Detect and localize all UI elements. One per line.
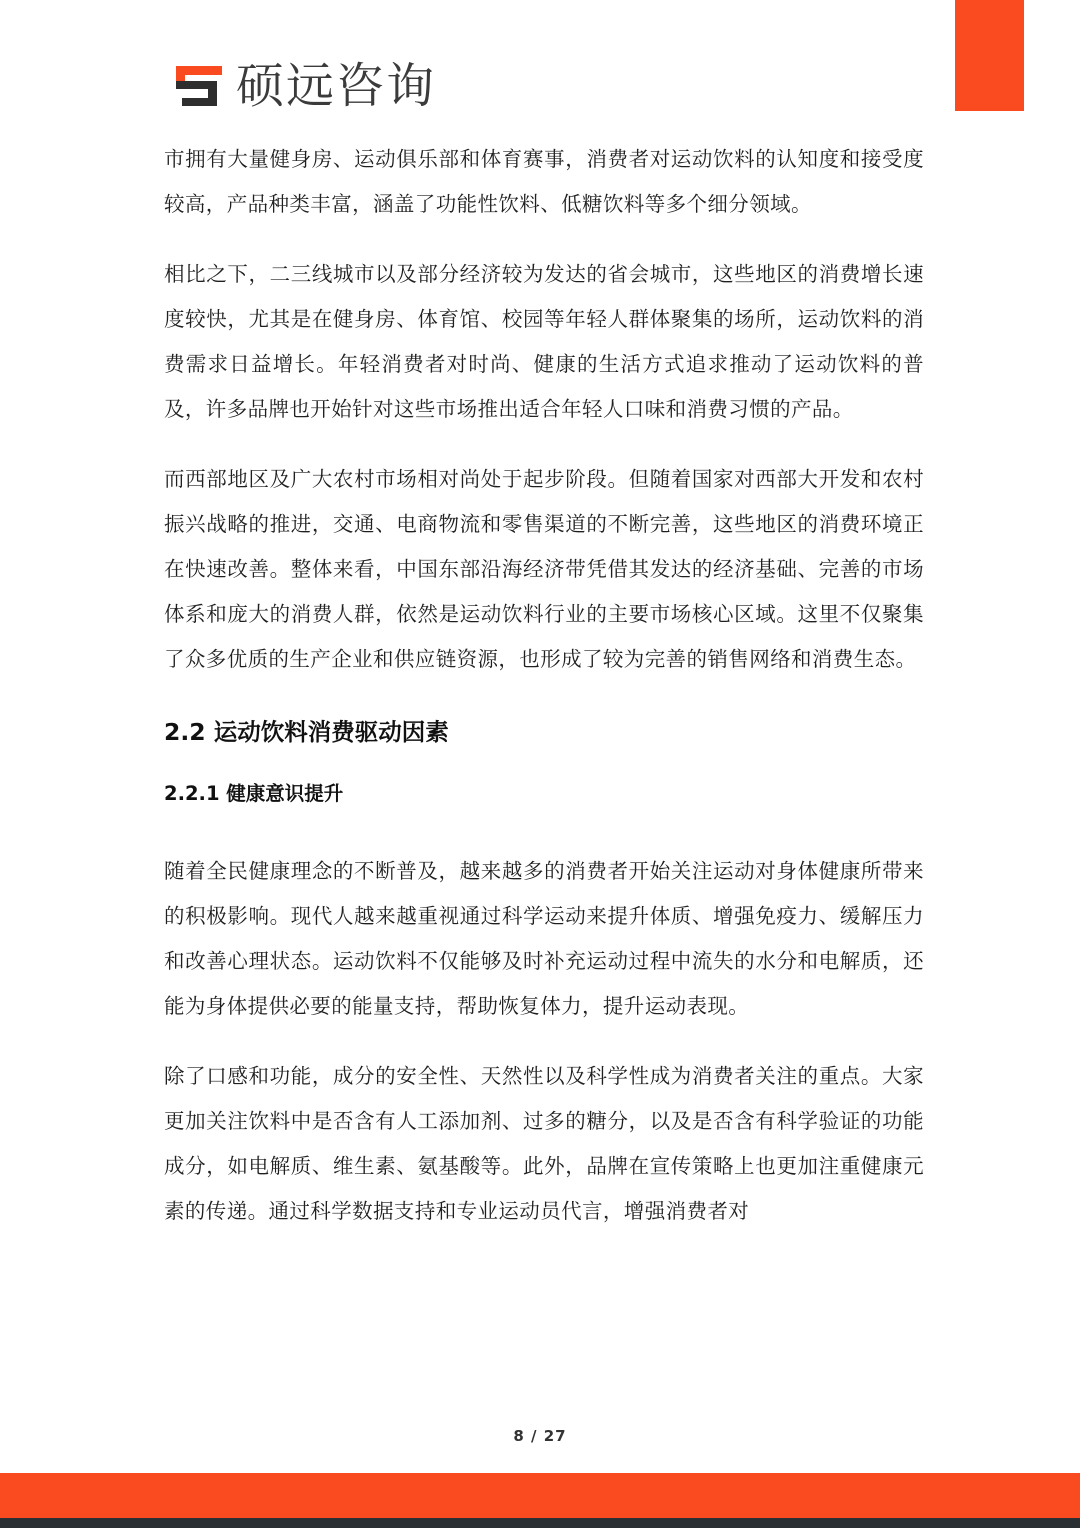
corner-accent-tab (955, 0, 1024, 111)
page-number: 8 / 27 (513, 1427, 567, 1445)
footer-accent-bar (0, 1473, 1080, 1518)
paragraph-3: 而西部地区及广大农村市场相对尚处于起步阶段。但随着国家对西部大开发和农村振兴战略的推进，交通、电商物流和零售渠道的不断完善，这些地区的消费环境正在快速改善。整体来看，中国东部沿海经济带凭借其发达的经济基础、完善的市场体系和庞大的消费人群，依然是运动饮料行业的主要市场核心区域。这里不仅聚集了众多优质的生产企业和供应链资源，也形成了较为完善的销售网络和消费生态。 (164, 467, 924, 671)
brand-logo-icon (176, 64, 228, 108)
paragraph-2: 相比之下，二三线城市以及部分经济较为发达的省会城市，这些地区的消费增长速度较快，尤其是在健身房、体育馆、校园等年轻人群体聚集的场所，运动饮料的消费需求日益增长。年轻消费者对时尚、健康的生活方式追求推动了运动饮料的普及，许多品牌也开始针对这些市场推出适合年轻人口味和消费习惯的产品。 (164, 262, 924, 421)
footer-dark-strip (0, 1518, 1080, 1528)
brand-logo (176, 58, 436, 114)
paragraph-1: 市拥有大量健身房、运动俱乐部和体育赛事，消费者对运动饮料的认知度和接受度较高，产品种类丰富，涵盖了功能性饮料、低糖饮料等多个细分领域。 (164, 147, 924, 216)
subsection-heading: 2.2.1 健康意识提升 (164, 782, 344, 805)
brand-name: 硕远咨询 (236, 58, 437, 114)
paragraph-5: 除了口感和功能，成分的安全性、天然性以及科学性成为消费者关注的重点。大家更加关注饮料中是否含有人工添加剂、过多的糖分，以及是否含有科学验证的功能成分，如电解质、维生素、氨基酸等。此外，品牌在宣传策略上也更加注重健康元素的传递。通过科学数据支持和专业运动员代言，增强消费者对 (164, 1064, 924, 1223)
paragraph-4: 随着全民健康理念的不断普及，越来越多的消费者开始关注运动对身体健康所带来的积极影响。现代人越来越重视通过科学运动来提升体质、增强免疫力、缓解压力和改善心理状态。运动饮料不仅能够及时补充运动过程中流失的水分和电解质，还能为身体提供必要的能量支持，帮助恢复体力，提升运动表现。 (164, 859, 924, 1018)
document-body (164, 137, 924, 1259)
section-heading: 2.2 运动饮料消费驱动因素 (164, 718, 449, 746)
